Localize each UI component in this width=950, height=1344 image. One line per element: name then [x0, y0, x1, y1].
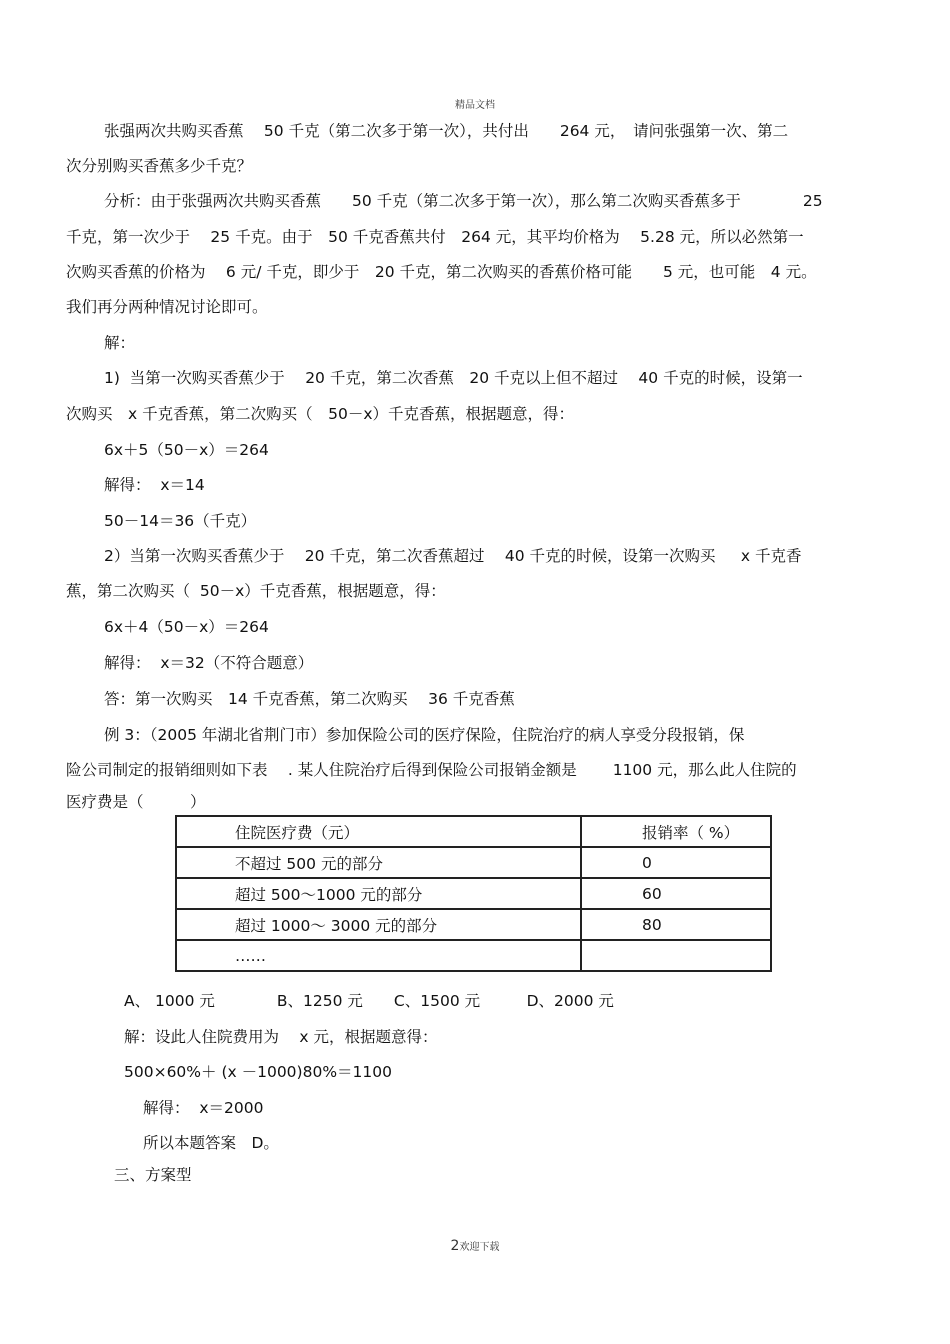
text-line: 医疗费是（ ） — [66, 793, 206, 811]
table-cell: 不超过 500 元的部分 — [176, 847, 581, 878]
text-line: 解得： x＝2000 — [143, 1099, 264, 1117]
table-row — [176, 940, 771, 971]
footer-text: 欢迎下载 — [459, 1242, 500, 1253]
reimbursement-table — [175, 815, 772, 972]
table-cell: 超过 500～1000 元的部分 — [176, 878, 581, 909]
text-line: 千克，第一次少于 25 千克。由于 50 千克香蕉共付 264 元，其平均价格为 5.28 元，所以必然第一 — [66, 228, 804, 246]
table-header-cell: 住院医疗费（元） — [176, 816, 581, 847]
table-cell: 60 — [581, 878, 771, 909]
table-cell: 超过 1000～ 3000 元的部分 — [176, 909, 581, 940]
text-line: 例 3：（2005 年湖北省荆门市）参加保险公司的医疗保险，住院治疗的病人享受分段报销，保 — [104, 726, 745, 744]
table-header-cell: 报销率（ %） — [581, 816, 771, 847]
answer-line: 答：第一次购买 14 千克香蕉，第二次购买 36 千克香蕉 — [104, 690, 515, 708]
text-line: 分析：由于张强两次共购买香蕉 50 千克（第二次多于第一次），那么第二次购买香蕉多于 25 — [104, 192, 823, 210]
text-line: 解得： x＝14 — [104, 476, 205, 494]
table-cell — [581, 940, 771, 971]
text-line: 张强两次共购买香蕉 50 千克（第二次多于第一次），共付出 264 元， 请问张强第一次、第二 — [104, 122, 789, 140]
section-heading: 三、方案型 — [114, 1166, 192, 1184]
page-footer — [0, 1238, 950, 1254]
table-cell: …… — [176, 940, 581, 971]
text-line: 所以本题答案 D。 — [143, 1134, 279, 1152]
page-header: 精品文档 — [455, 100, 495, 111]
equation-line: 6x＋4（50－x）＝264 — [104, 618, 269, 636]
table-header-row — [176, 816, 771, 847]
equation-line: 6x＋5（50－x）＝264 — [104, 441, 269, 459]
table-row — [176, 909, 771, 940]
text-line: 次购买 x 千克香蕉，第二次购买（ 50－x）千克香蕉，根据题意，得： — [66, 405, 574, 423]
equation-line: 500×60%＋ (x －1000)80%＝1100 — [124, 1063, 392, 1081]
text-line: 险公司制定的报销细则如下表 . 某人住院治疗后得到保险公司报销金额是 1100 元，那么此人住院的 — [66, 761, 797, 779]
text-line: 1) 当第一次购买香蕉少于 20 千克，第二次香蕉 20 千克以上但不超过 40 千克的时候，设第一 — [104, 369, 803, 387]
text-line: 蕉，第二次购买（ 50－x）千克香蕉，根据题意，得： — [66, 582, 446, 600]
text-line: 解得： x＝32（不符合题意） — [104, 654, 314, 672]
text-line: 解：设此人住院费用为 x 元，根据题意得： — [124, 1028, 438, 1046]
table-row — [176, 847, 771, 878]
equation-line: 50－14＝36（千克） — [104, 512, 257, 530]
text-line: 我们再分两种情况讨论即可。 — [66, 298, 268, 316]
text-line: 次分别购买香蕉多少千克？ — [66, 157, 253, 175]
text-line: 次购买香蕉的价格为 6 元/ 千克，即少于 20 千克，第二次购买的香蕉价格可能 5 元，也可能 4 元。 — [66, 263, 817, 281]
table-row — [176, 878, 771, 909]
answer-options: A、 1000 元 B、1250 元 C、1500 元 D、2000 元 — [124, 992, 614, 1010]
text-line: 2）当第一次购买香蕉少于 20 千克，第二次香蕉超过 40 千克的时候，设第一次购买 x 千克香 — [104, 547, 802, 565]
table-cell: 80 — [581, 909, 771, 940]
page-number: 2 — [450, 1238, 460, 1254]
text-line: 解： — [104, 334, 136, 352]
table-cell: 0 — [581, 847, 771, 878]
